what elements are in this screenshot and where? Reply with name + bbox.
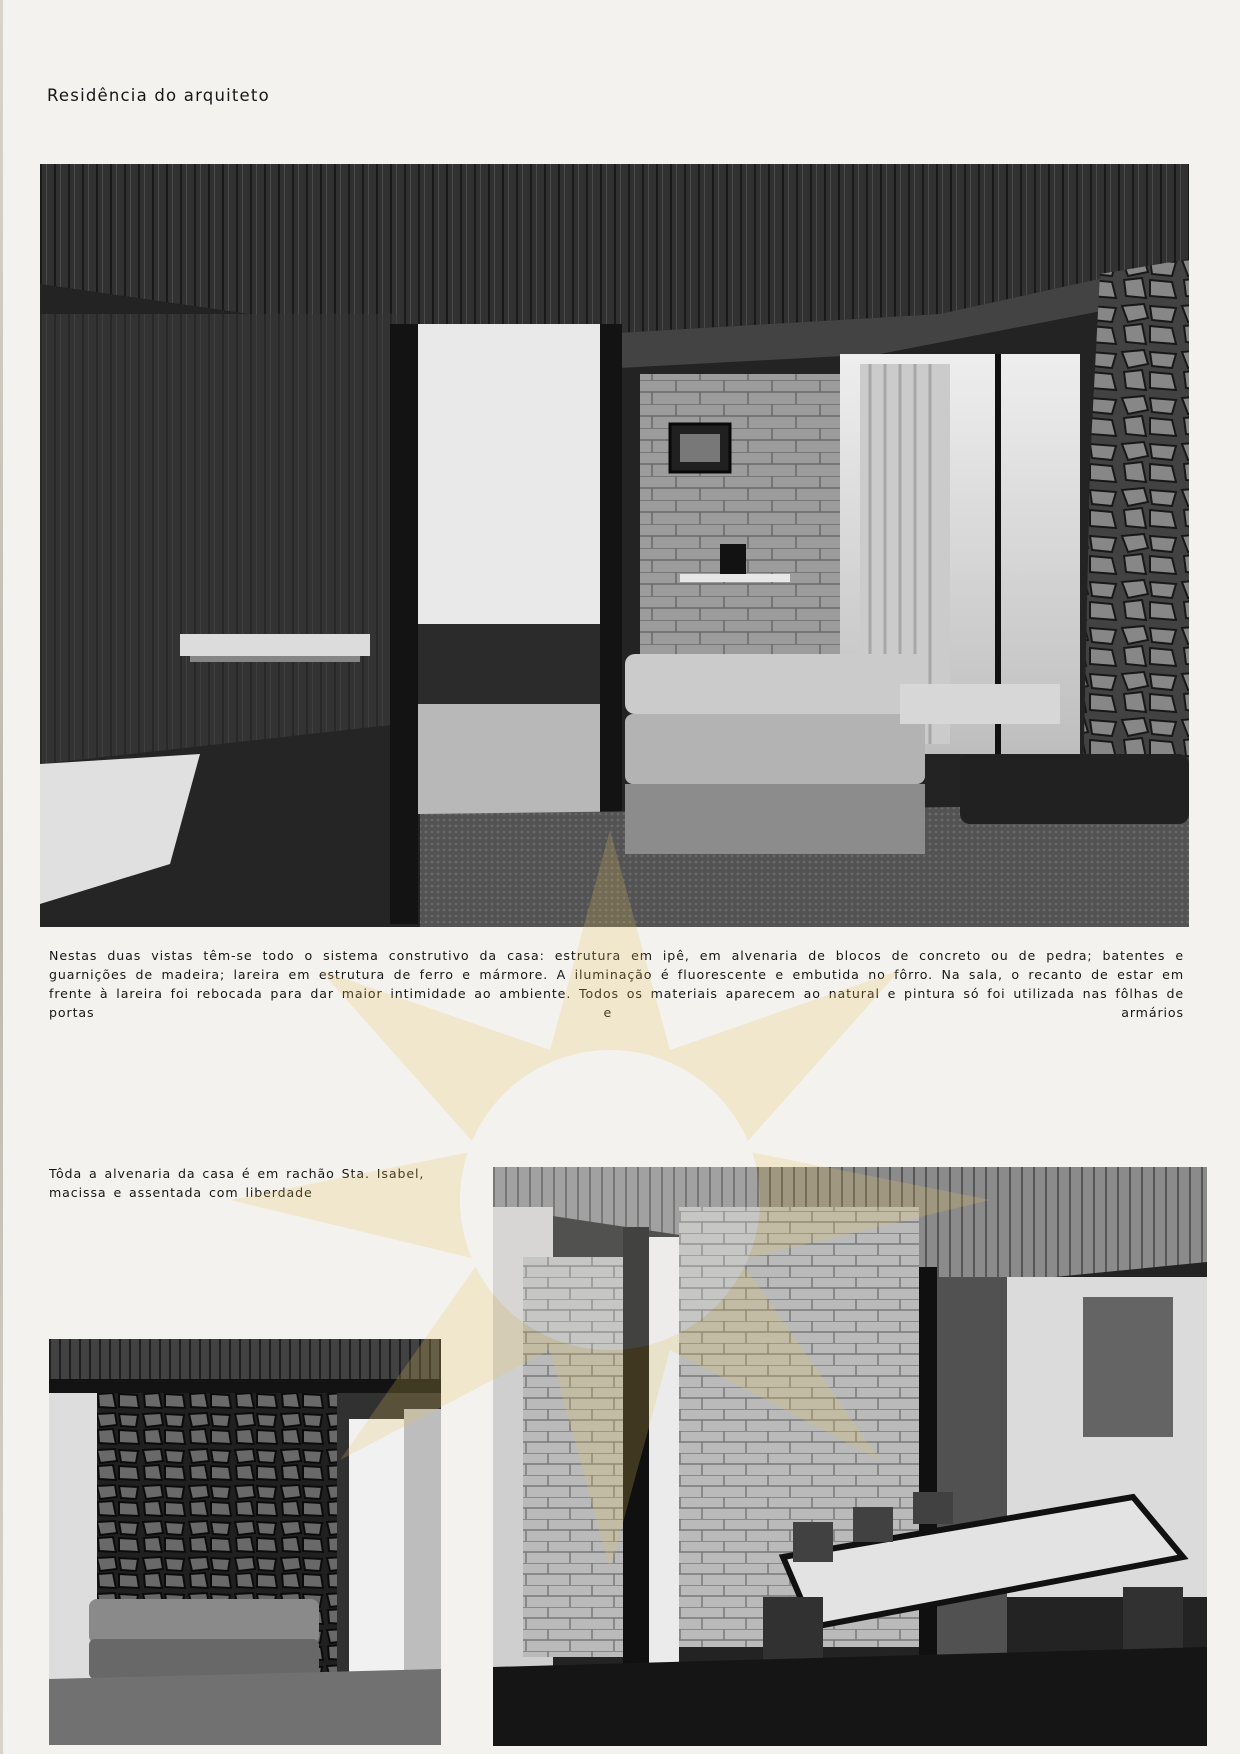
page-edge-shadow [0, 0, 3, 1754]
stone-wall-caption: Tôda a alvenaria da casa é em rachão Sta. Isabel, macissa e assentada com liberdade [49, 1166, 425, 1200]
main-photo-caption: Nestas duas vistas têm-se todo o sistema construtivo da casa: estrutura em ipê, em alvenaria de blocos de concreto ou de pedra; batentes e guarnições de madeira; lareira em estrutura de ferro e mármore. A iluminação é fluorescente e embutida no fôrro. Na sala, o recanto de estar em frente à lareira foi rebocada para dar maior intimidade ao ambiente. Todos os materiais aparecem ao natural e pintura só foi utilizada nas fôlhas de portas e armários [49, 948, 1184, 1020]
photo-dining-room [493, 1167, 1207, 1746]
section-title: Residência do arquiteto [47, 86, 270, 105]
photo-living-room [40, 164, 1189, 927]
photo-stone-wall [49, 1339, 441, 1745]
